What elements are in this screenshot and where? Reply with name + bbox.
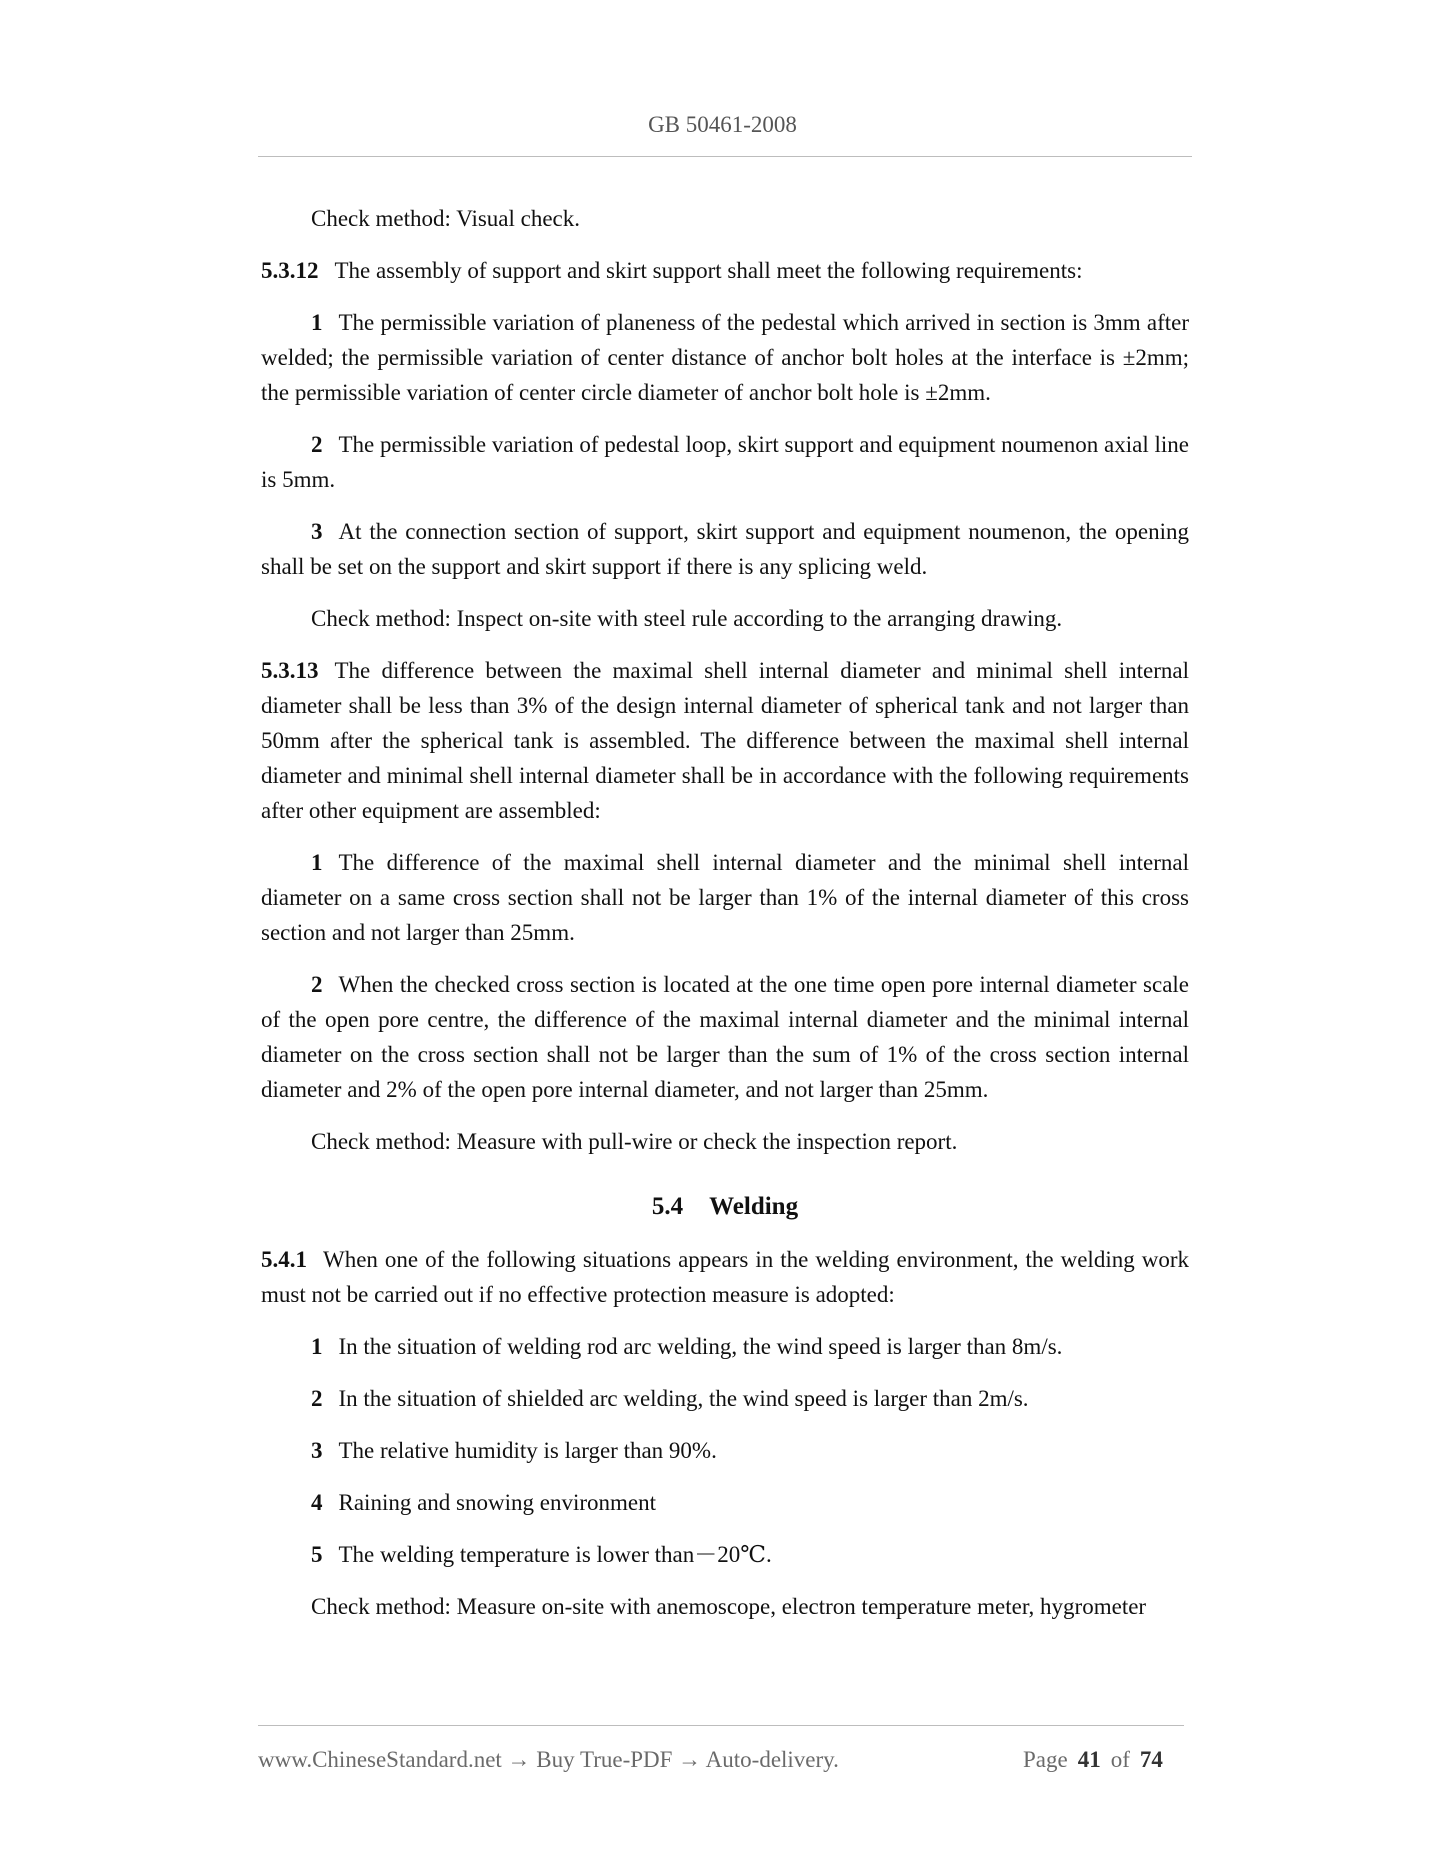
item-text: The difference of the maximal shell internal diameter and the minimal shell internal diameter on a same cross section shall not be larger than 1% of the internal diameter of this cross section and not larger than 25mm. [261,850,1189,945]
list-item [261,1485,1189,1520]
item-text: The permissible variation of pedestal loop, skirt support and equipment noumenon axial line is 5mm. [261,432,1189,492]
item-text: When the checked cross section is located at the one time open pore internal diameter scale of the open pore centre, the difference of the maximal internal diameter and the minimal internal diameter on the cross section shall not be larger than the sum of 1% of the cross section internal diameter and 2% of the open pore internal diameter, and not larger than 25mm. [261,972,1189,1102]
clause-number: 5.3.13 [261,658,319,683]
item-number: 3 [311,1438,323,1463]
clause-text: When one of the following situations appears in the welding environment, the welding work must not be carried out if no effective protection measure is adopted: [261,1247,1189,1307]
item-text: In the situation of shielded arc welding, the wind speed is larger than 2m/s. [338,1386,1029,1411]
page-number: 41 [1077,1747,1101,1772]
section-title: Welding [709,1193,799,1220]
item-number: 1 [311,850,323,875]
check-method-anemoscope: Check method: Measure on-site with anemoscope, electron temperature meter, hygrometer [311,1594,1147,1619]
page-label: Page [1023,1747,1068,1772]
section-heading-welding [261,1189,1189,1224]
item-text: In the situation of welding rod arc welding, the wind speed is larger than 8m/s. [338,1334,1063,1359]
footer-page-indicator [1023,1747,1163,1773]
item-number: 1 [311,310,323,335]
item-text: The relative humidity is larger than 90%. [338,1438,717,1463]
footer-divider [258,1725,1184,1726]
list-item [261,1433,1189,1468]
item-number: 3 [311,519,323,544]
list-item [261,1537,1189,1572]
item-number: 4 [311,1490,323,1515]
list-item [261,427,1189,497]
check-method-pull-wire: Check method: Measure with pull-wire or check the inspection report. [311,1129,958,1154]
page-total: 74 [1139,1747,1163,1772]
item-text: At the connection section of support, skirt support and equipment noumenon, the opening shall be set on the support and skirt support if there is any splicing weld. [261,519,1189,579]
clause-number: 5.3.12 [261,258,319,283]
item-number: 2 [311,432,323,457]
clause-number: 5.4.1 [261,1247,307,1272]
check-method-steel-rule: Check method: Inspect on-site with steel rule according to the arranging drawing. [311,606,1063,631]
section-number: 5.4 [651,1193,684,1220]
document-body [261,201,1189,1641]
clause-text: The assembly of support and skirt support shall meet the following requirements: [334,258,1083,283]
item-text: Raining and snowing environment [338,1490,656,1515]
item-number: 1 [311,1334,323,1359]
item-text: The welding temperature is lower than－20℃. [338,1542,772,1567]
clause-5-3-12 [261,253,1189,288]
footer-website-link[interactable]: www.ChineseStandard.net → Buy True-PDF → Auto-delivery. [258,1747,839,1772]
item-number: 5 [311,1542,323,1567]
list-item [261,305,1189,410]
list-item [261,1381,1189,1416]
clause-5-3-13 [261,653,1189,828]
page-header-title: GB 50461-2008 [648,112,797,137]
clause-5-4-1 [261,1242,1189,1312]
item-number: 2 [311,972,323,997]
clause-text: The difference between the maximal shell internal diameter and minimal shell internal diameter shall be less than 3% of the design internal diameter of spherical tank and not larger than 50mm after the spherical tank is assembled. The difference between the maximal shell internal diameter and minimal shell internal diameter shall be in accordance with the following requirements after other equipment are assembled: [261,658,1189,823]
list-item [261,1329,1189,1364]
check-method-visual: Check method: Visual check. [311,206,581,231]
list-item [261,967,1189,1107]
item-text: The permissible variation of planeness of the pedestal which arrived in section is 3mm after welded; the permissible variation of center distance of anchor bolt holes at the interface is ±2mm; the permissible variation of center circle diameter of anchor bolt hole is ±2mm. [261,310,1189,405]
list-item [261,845,1189,950]
of-label: of [1110,1747,1130,1772]
item-number: 2 [311,1386,323,1411]
list-item [261,514,1189,584]
header-divider [258,156,1192,157]
